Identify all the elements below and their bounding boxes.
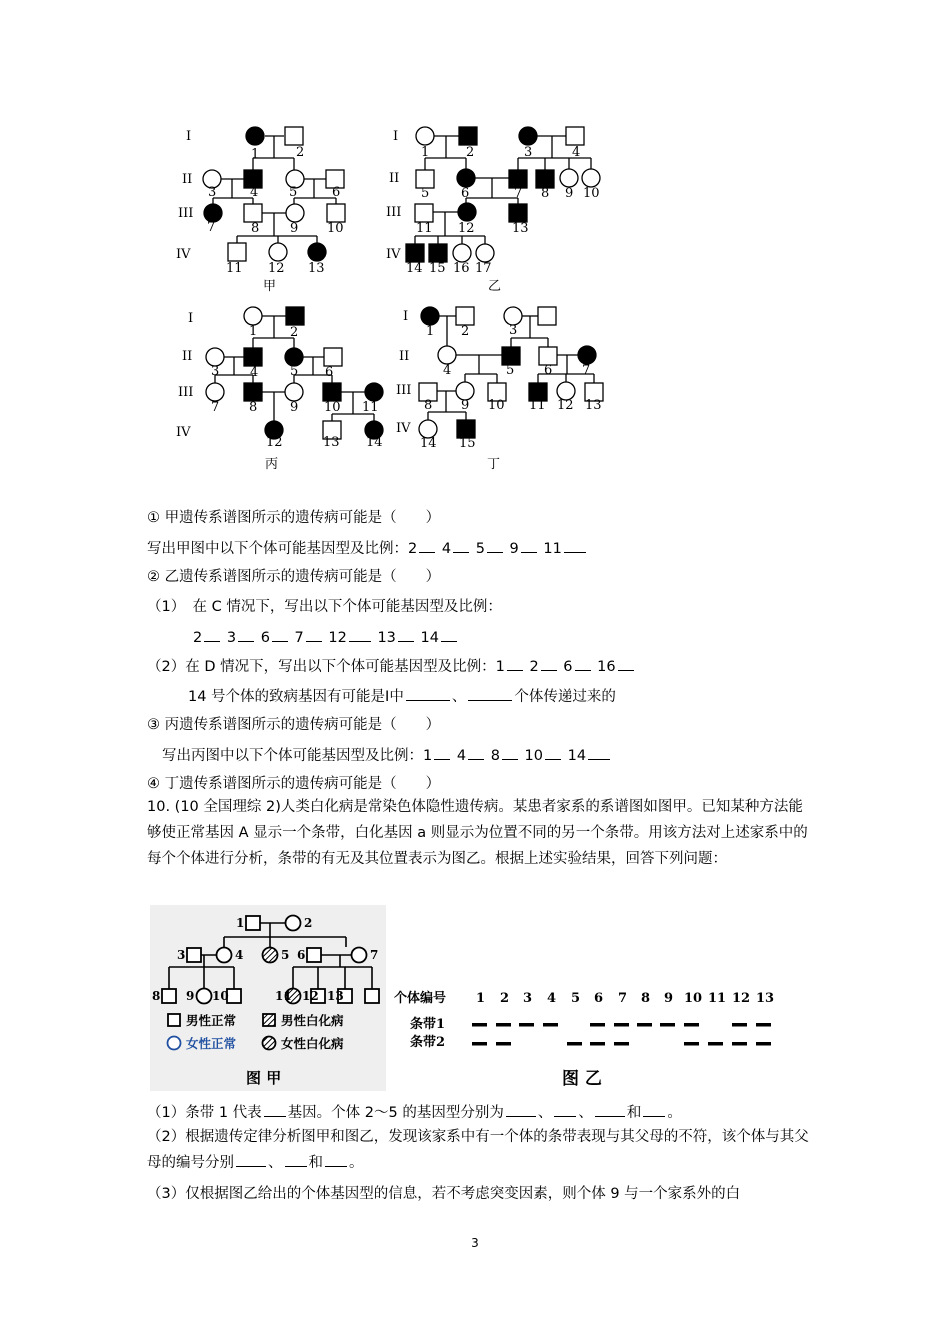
ding-I-1: [421, 307, 439, 325]
q1-genotype-prefix: 写出甲图中以下个体可能基因型及比例：2: [147, 541, 418, 557]
yi-num: 2: [466, 145, 475, 160]
answer-blank[interactable]: [419, 538, 435, 553]
answer-blank[interactable]: [406, 686, 450, 701]
q3-prefix: 写出丙图中以下个体可能基因型及比例：1: [162, 748, 433, 764]
ding-num: 6: [544, 363, 553, 378]
answer-blank[interactable]: [564, 538, 586, 553]
fig-jia-caption: 图 甲: [246, 1069, 282, 1087]
band1-6: [590, 1023, 605, 1027]
q1-genotype-line: [147, 538, 588, 559]
q2-e-line: 14 号个体的致病基因有可能是Ⅰ中 、 个体传递过来的: [188, 686, 616, 707]
band2-1: [472, 1042, 487, 1046]
band1-10: [684, 1023, 699, 1027]
answer-blank[interactable]: [468, 686, 512, 701]
answer-blank[interactable]: [285, 1152, 307, 1167]
ding-num: 5: [506, 363, 515, 378]
jia-gen-I: I: [186, 129, 192, 144]
bing-num: 6: [325, 365, 334, 380]
fig-yi-id: 13: [756, 991, 775, 1006]
ding-gen-III: III: [396, 383, 412, 398]
bing-num: 11: [362, 400, 379, 415]
q2-c-item: 14: [420, 630, 439, 646]
answer-blank[interactable]: [487, 538, 503, 553]
fig-jia-num: 8: [152, 989, 161, 1003]
bing-III-10: [323, 383, 341, 401]
fig-jia-num: 12: [302, 989, 319, 1003]
jia-num: 3: [208, 185, 217, 200]
q1-item: 9: [509, 541, 519, 557]
jia-num: 8: [251, 221, 260, 236]
answer-blank[interactable]: [306, 627, 322, 642]
legend-male-normal: 男性正常: [186, 1013, 237, 1028]
bing-num: 8: [249, 400, 258, 415]
band2-7: [614, 1042, 629, 1046]
ding-num: 7: [582, 363, 591, 378]
answer-blank[interactable]: [595, 1102, 625, 1117]
ding-num: 15: [459, 436, 476, 451]
ding-gen-I: I: [403, 309, 409, 324]
yi-num: 12: [458, 221, 475, 236]
jia-gen-II: II: [182, 172, 193, 187]
yi-num: 11: [416, 221, 433, 236]
jia-gen-III: III: [178, 206, 194, 221]
yi-III-11: [415, 204, 433, 222]
yi-IV-14: [406, 244, 424, 262]
bing-num: 10: [324, 400, 341, 415]
fig-jia-num: 9: [186, 989, 195, 1003]
answer-blank[interactable]: [506, 1102, 536, 1117]
yi-I-4: [566, 127, 584, 145]
answer-blank[interactable]: [521, 538, 537, 553]
sub1-prefix: （1）条带 1 代表: [147, 1105, 262, 1121]
q3-item: 14: [567, 748, 587, 764]
jia-num: 9: [290, 221, 299, 236]
answer-blank[interactable]: [236, 1152, 266, 1167]
jia-num: 13: [308, 261, 325, 276]
bing-III-9: [285, 383, 303, 401]
yi-I-1: [416, 127, 434, 145]
jia-num: 11: [226, 261, 243, 276]
answer-blank[interactable]: [325, 1152, 347, 1167]
fig-yi-id: 1: [476, 991, 486, 1006]
fig-yi-row1: 条带1: [410, 1017, 446, 1032]
bing-II-6: [324, 348, 342, 366]
ding-num: 13: [585, 398, 602, 413]
yi-num: 14: [406, 261, 423, 276]
bing-num: 5: [290, 364, 299, 379]
fig-yi-id: 11: [708, 991, 727, 1006]
fig-jia-num: 5: [281, 948, 290, 962]
bing-III-8: [244, 383, 262, 401]
q2-text: ② 乙遗传系谱图所示的遗传病可能是（ ）: [147, 569, 441, 585]
q10-sub2: （2）根据遗传定律分析图甲和图乙，发现该家系中有一个体的条带表现与其父母的不符，该个体与其父母的编号分别 、 和 。: [147, 1129, 809, 1171]
band2-10: [684, 1042, 699, 1046]
fig-yi-id: 8: [641, 991, 651, 1006]
bing-num: 2: [290, 325, 299, 340]
sub2-text: （2）根据遗传定律分析图甲和图乙，发现该家系中有一个体的条带表现与其父母的不符，该个体与其父母的编号分别: [147, 1129, 809, 1171]
ding-num: 1: [426, 324, 435, 339]
yi-II-10: [582, 169, 600, 187]
ding-num: 10: [488, 398, 505, 413]
yi-gen-I: I: [393, 129, 399, 144]
q2-c-item: 3: [226, 630, 237, 646]
yi-num: 8: [541, 186, 550, 201]
q3-item: 8: [490, 748, 500, 764]
fig-yi-id: 12: [732, 991, 751, 1006]
fig-jia-num: 1: [236, 916, 245, 930]
q2-c-text: （1） 在 C 情况下，写出以下个体可能基因型及比例：: [147, 599, 502, 615]
yi-III-13: [509, 204, 527, 222]
answer-blank[interactable]: [441, 627, 457, 642]
fig-yi-header: 个体编号: [394, 991, 447, 1006]
ding-num: 11: [529, 398, 546, 413]
fig-yi-id: 6: [594, 991, 604, 1006]
bing-gen-IV: IV: [176, 425, 191, 440]
q2-c-item: 7: [294, 630, 304, 646]
answer-blank[interactable]: [545, 745, 561, 760]
ding-I-2: [456, 307, 474, 325]
jia-III-9: [286, 204, 304, 222]
yi-num: 5: [421, 186, 430, 201]
fig-jia-num: 7: [370, 948, 379, 962]
bing-gen-I: I: [188, 311, 194, 326]
bing-gen-III: III: [178, 385, 194, 400]
ding-num: 14: [420, 436, 437, 451]
fig-yi-row2: 条带2: [410, 1035, 446, 1050]
yi-gen-III: III: [386, 205, 402, 220]
bing-III-7: [206, 383, 224, 401]
fig-jia-num: 3: [177, 948, 186, 962]
jia-num: 1: [251, 147, 260, 162]
figure-yi: [392, 980, 792, 1090]
q1-item: 11: [543, 541, 562, 557]
bing-num: 4: [250, 365, 259, 380]
q2-e-suffix: 个体传递过来的: [514, 689, 616, 705]
yi-num: 13: [512, 221, 529, 236]
fig-yi-caption: 图 乙: [562, 1069, 602, 1089]
ding-num: 9: [461, 398, 470, 413]
legend-female-normal: 女性正常: [186, 1036, 237, 1051]
page-number: 3: [471, 1236, 479, 1250]
jia-caption: 甲: [263, 279, 277, 294]
legend-male-albino: 男性白化病: [281, 1013, 344, 1028]
fig-jia-num: 2: [304, 916, 313, 930]
yi-num: 7: [514, 186, 523, 201]
fig-yi-id: 5: [571, 991, 581, 1006]
ding-II-4: [438, 346, 456, 364]
q1-item: 5: [475, 541, 485, 557]
fig-yi-id: 10: [684, 991, 703, 1006]
ding-I-extra: [538, 307, 556, 325]
sub2-and: 和: [308, 1155, 323, 1171]
q2-c-item: 2: [193, 630, 203, 646]
band2-12: [732, 1042, 747, 1046]
ding-II-7: [578, 346, 596, 364]
jia-num: 7: [207, 220, 216, 235]
yi-caption: 乙: [488, 279, 502, 294]
band1-2: [496, 1023, 511, 1027]
answer-blank[interactable]: [272, 627, 288, 642]
fig-jia-num: 13: [327, 989, 344, 1003]
answer-blank[interactable]: [643, 1102, 665, 1117]
bing-I-2: [286, 307, 304, 325]
answer-blank[interactable]: [554, 1102, 576, 1117]
answer-blank[interactable]: [502, 745, 518, 760]
ding-num: 2: [461, 324, 470, 339]
yi-num: 17: [475, 261, 492, 276]
q1-text: ① 甲遗传系谱图所示的遗传病可能是（ ）: [147, 510, 441, 526]
yi-num: 4: [572, 145, 581, 160]
band1-3: [519, 1023, 534, 1027]
yi-II-9: [560, 169, 578, 187]
q2-d-line: [147, 656, 636, 677]
jia-IV-12: [269, 243, 287, 261]
answer-blank[interactable]: [507, 656, 523, 671]
jia-gen-IV: IV: [176, 247, 191, 262]
ding-gen-IV: IV: [396, 421, 411, 436]
band2-2: [496, 1042, 511, 1046]
band1-4: [543, 1023, 558, 1027]
bing-num: 7: [211, 400, 220, 415]
q10-intro: 10. (10 全国理综 2)人类白化病是常染色体隐性遗传病。某患者家系的系谱图如图甲。已知某种方法能够使正常基因 A 显示一个条带，白化基因 a 则显示为位置不同的另一个条带。用该方法对上述家系中的每个个体进行分析，条带的有无及其位置表示为图乙。根据上述实验结果，回答下列问题：: [147, 799, 808, 867]
jia-IV-11: [228, 243, 246, 261]
ding-num: 12: [557, 398, 574, 413]
answer-blank[interactable]: [264, 1102, 286, 1117]
q4-text: ④ 丁遗传系谱图所示的遗传病可能是（ ）: [147, 776, 441, 792]
pedigree-figures: [0, 0, 950, 500]
yi-IV-17: [476, 244, 494, 262]
yi-num: 10: [583, 186, 600, 201]
yi-I-3: [519, 127, 537, 145]
yi-num: 1: [421, 145, 430, 160]
q2-c-item: 6: [260, 630, 270, 646]
jia-IV-13: [308, 243, 326, 261]
bing-num: 9: [290, 400, 299, 415]
yi-IV-15: [429, 244, 447, 262]
fig-yi-id: 4: [547, 991, 557, 1006]
fig-jia-num: 4: [235, 948, 244, 962]
answer-blank[interactable]: [453, 538, 469, 553]
q2-c-item: 13: [377, 630, 396, 646]
bing-num: 3: [211, 364, 220, 379]
jia-I-2: [285, 127, 303, 145]
yi-num: 9: [565, 186, 574, 201]
sub1-middle: 基因。个体 2～5 的基因型分别为: [287, 1105, 504, 1121]
bing-caption: 丙: [265, 457, 279, 472]
q2-e-prefix: 14 号个体的致病基因有可能是Ⅰ中: [188, 689, 404, 705]
jia-num: 5: [289, 185, 298, 200]
band2-5: [567, 1042, 582, 1046]
bing-I-1: [244, 307, 262, 325]
fig-yi-id: 3: [523, 991, 533, 1006]
band1-12: [732, 1023, 747, 1027]
ding-num: 3: [509, 323, 518, 338]
q1-item: 4: [441, 541, 452, 557]
jia-num: 12: [268, 261, 285, 276]
yi-num: 3: [524, 145, 533, 160]
q2-d-item: 6: [563, 659, 573, 675]
band2-6: [590, 1042, 605, 1046]
answer-blank[interactable]: [468, 745, 484, 760]
fig-jia-num: 11: [275, 989, 292, 1003]
band1-7: [614, 1023, 629, 1027]
band1-13: [756, 1023, 771, 1027]
ding-gen-II: II: [399, 349, 410, 364]
answer-blank[interactable]: [398, 627, 414, 642]
legend-female-albino: 女性白化病: [281, 1036, 344, 1051]
answer-blank[interactable]: [588, 745, 610, 760]
bing-II-4: [244, 348, 262, 366]
jia-num: 4: [250, 185, 259, 200]
yi-IV-16: [453, 244, 471, 262]
q2-d-item: 2: [529, 659, 539, 675]
jia-III-10: [327, 204, 345, 222]
jia-I-1: [246, 127, 264, 145]
q3-genotype-line: [162, 745, 612, 766]
bing-num: 14: [366, 435, 383, 450]
answer-blank[interactable]: [204, 627, 220, 642]
band2-11: [708, 1042, 723, 1046]
ding-caption: 丁: [487, 457, 501, 472]
answer-blank[interactable]: [541, 656, 557, 671]
jia-num: 10: [327, 221, 344, 236]
q2-c-item: 12: [328, 630, 347, 646]
bing-III-11: [365, 383, 383, 401]
q2-d-item: 16: [597, 659, 616, 675]
q2-c-items: [193, 627, 459, 648]
answer-blank[interactable]: [238, 627, 254, 642]
bing-num: 12: [266, 435, 283, 450]
jia-num: 6: [332, 185, 341, 200]
bing-gen-II: II: [182, 349, 193, 364]
fig-yi-id: 2: [500, 991, 510, 1006]
q3-text: ③ 丙遗传系谱图所示的遗传病可能是（ ）: [147, 717, 441, 733]
yi-III-12: [458, 203, 476, 221]
answer-blank[interactable]: [575, 656, 591, 671]
q2-d-prefix: （2）在 D 情况下，写出以下个体可能基因型及比例：1: [147, 659, 505, 675]
answer-blank[interactable]: [618, 656, 634, 671]
fig-yi-id: 7: [618, 991, 628, 1006]
answer-blank[interactable]: [349, 627, 371, 642]
bing-num: 1: [249, 324, 258, 339]
yi-I-2: [459, 127, 477, 145]
jia-III-8: [244, 204, 262, 222]
yi-num: 6: [461, 186, 470, 201]
band2-13: [756, 1042, 771, 1046]
fig-jia-num: 6: [297, 948, 306, 962]
sub1-and: 和: [626, 1105, 642, 1121]
fig-yi-id: 9: [664, 991, 674, 1006]
yi-num: 16: [453, 261, 470, 276]
fig-jia-num: 10: [212, 989, 229, 1003]
q10-sub1: （1）条带 1 代表 基因。个体 2～5 的基因型分别为 、 、 和 。: [147, 1102, 682, 1123]
jia-num: 2: [296, 145, 305, 160]
ding-num: 4: [443, 363, 452, 378]
ding-num: 8: [424, 398, 433, 413]
yi-gen-II: II: [389, 171, 400, 186]
q3-item: 4: [456, 748, 467, 764]
yi-gen-IV: IV: [386, 247, 401, 262]
band1-8: [637, 1023, 652, 1027]
bing-num: 13: [323, 435, 340, 450]
yi-II-6: [457, 169, 475, 187]
yi-num: 15: [429, 261, 446, 276]
q3-item: 10: [524, 748, 543, 764]
figure-jia: [150, 905, 386, 1091]
q10-sub3: （3）仅根据图乙给出的个体基因型的信息，若不考虑突变因素，则个体 9 与一个家系外的白: [147, 1186, 741, 1202]
answer-blank[interactable]: [434, 745, 450, 760]
band1-1: [472, 1023, 487, 1027]
band1-9: [660, 1023, 675, 1027]
